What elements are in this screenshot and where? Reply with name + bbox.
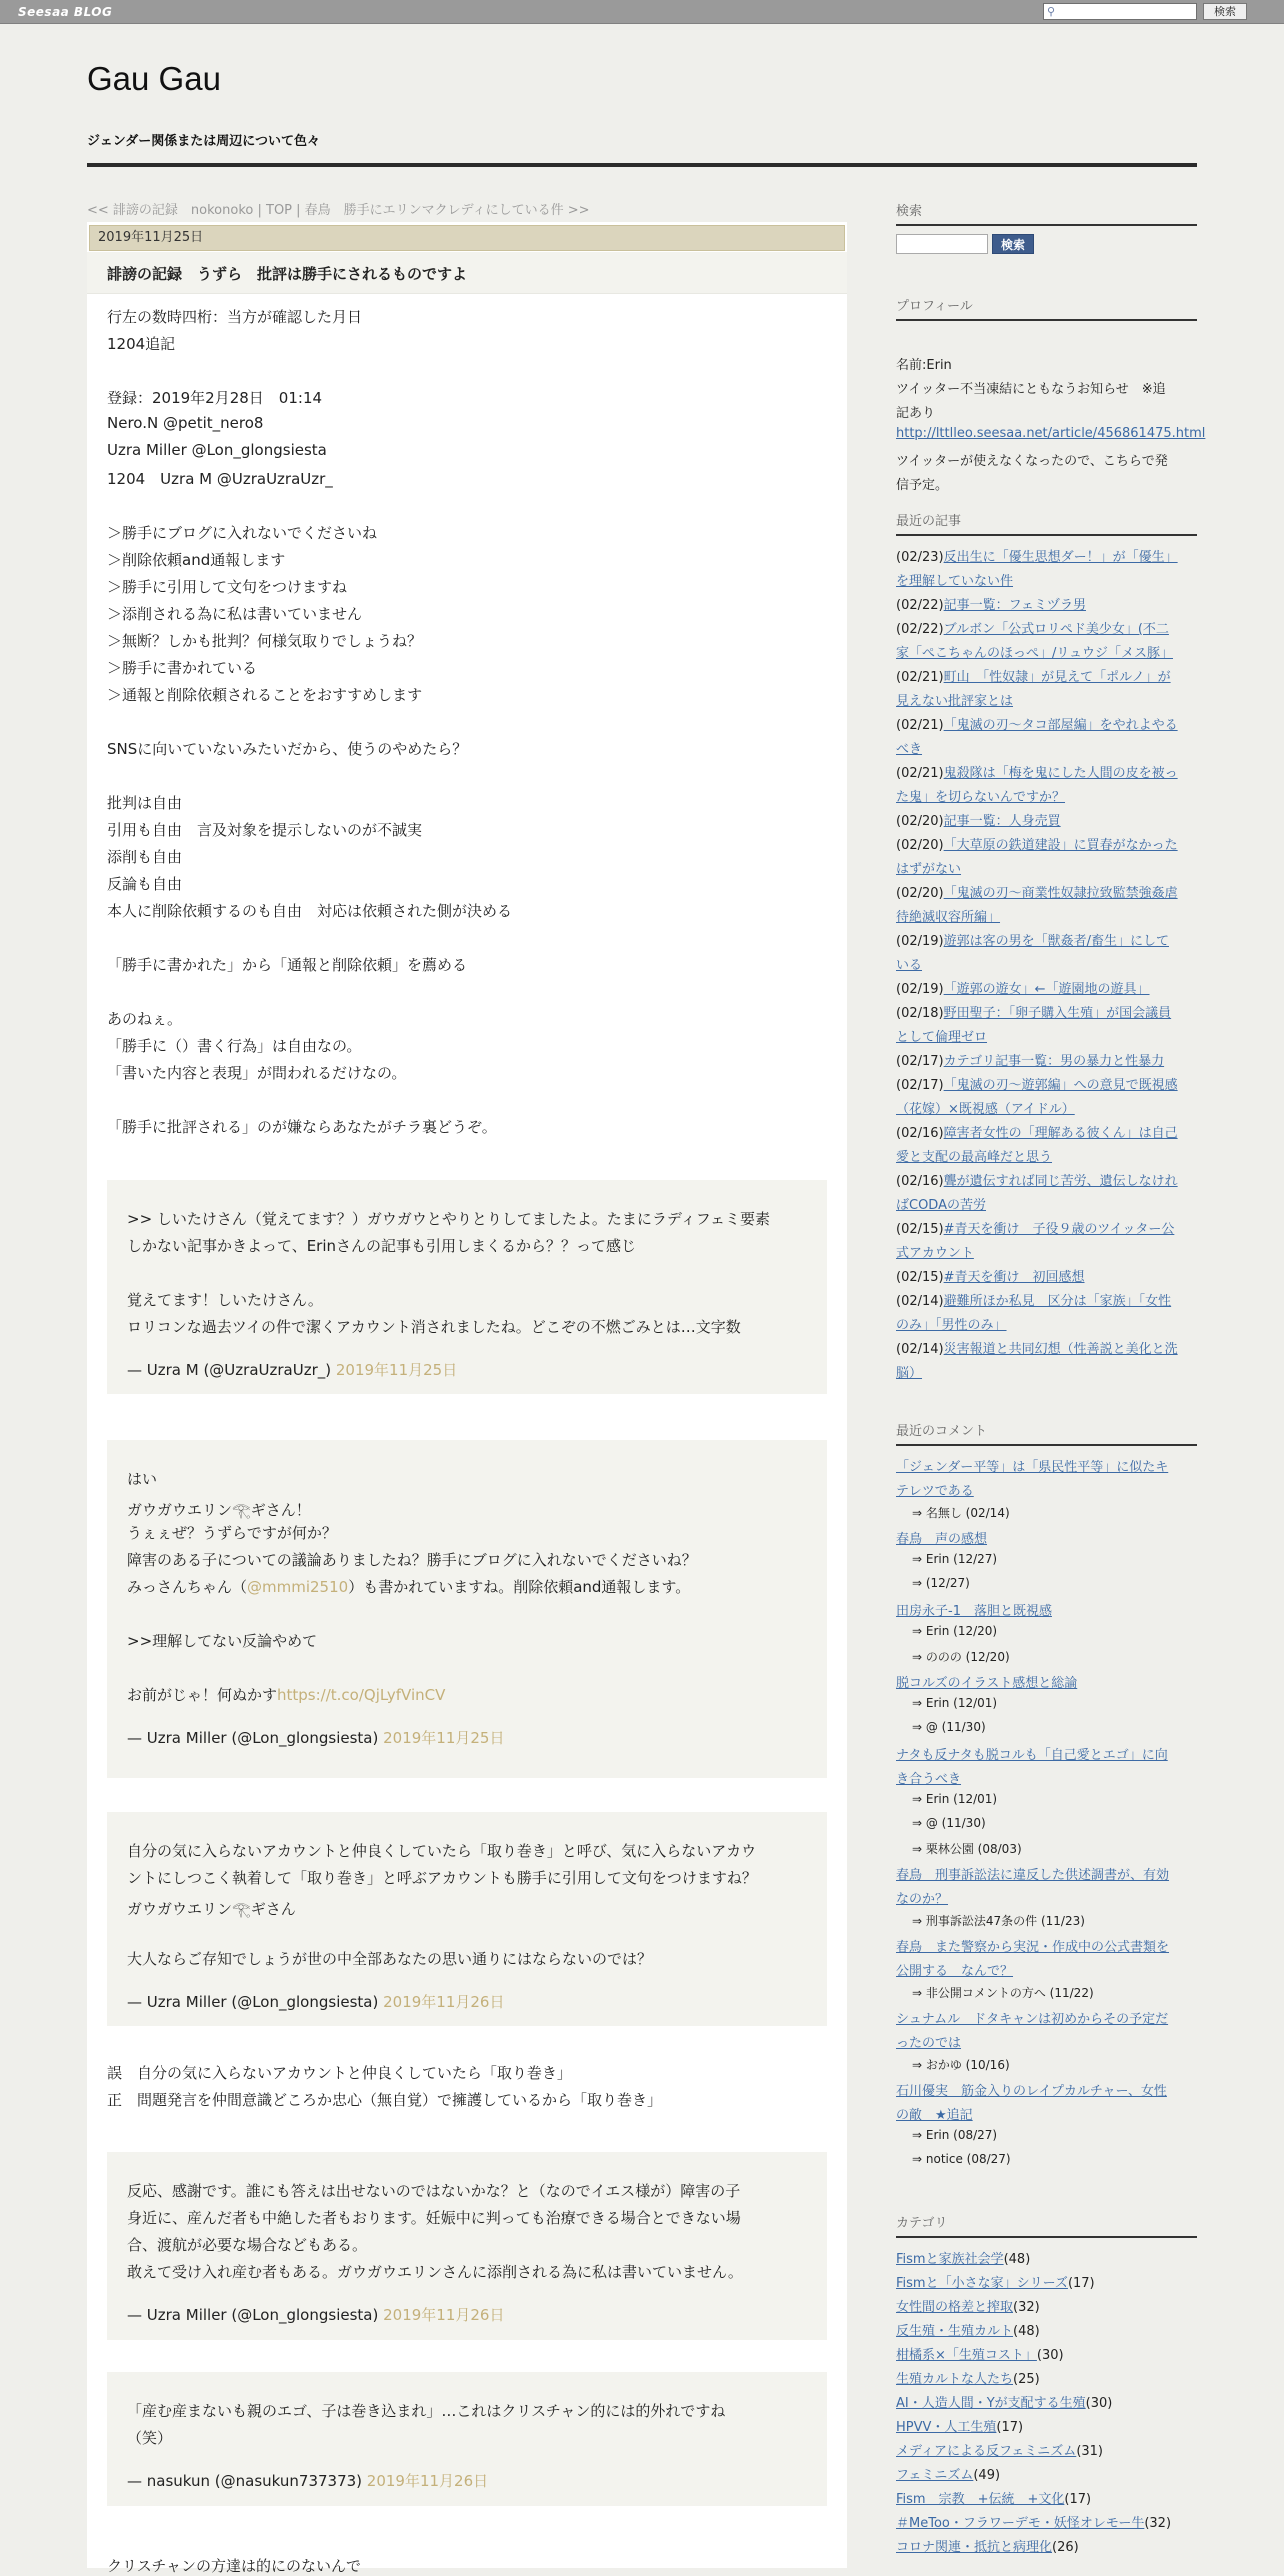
recent-post-date: (02/21) (896, 766, 944, 781)
tweet-signature (127, 2304, 504, 2325)
recent-post-link[interactable]: 野田聖子：「卵子購入生殖」が国会議員 (943, 1006, 1172, 1021)
profile-line: 記あり (896, 406, 936, 421)
recent-post-date: (02/18) (896, 1006, 944, 1021)
tweet-date-link[interactable]: 2019年11月26日 (366, 2472, 489, 2490)
recent-post-date: (02/23) (896, 550, 944, 565)
tweet-date-link[interactable]: 2019年11月25日 (383, 1729, 505, 1747)
recent-post-link[interactable]: 「鬼滅の刃～タコ部屋編」をやれよやる (943, 718, 1178, 733)
recent-post-item[interactable] (896, 810, 1197, 829)
tweet-line: 大人ならご存知でしょうが世の中全部あなたの思い通りにはならないのでは？ (127, 1950, 653, 1968)
recent-post-date: (02/20) (896, 814, 944, 829)
nav-separator: | (253, 203, 266, 218)
recent-post-link[interactable]: 障害者女性の「理解ある彼くん」は自己 (943, 1126, 1178, 1141)
body-line: 添削も自由 (107, 848, 183, 866)
recent-post-date: (02/19) (896, 982, 944, 997)
blog-header (87, 60, 1197, 149)
tweet-line: はい (127, 1470, 158, 1488)
body-line: SNSに向いていないみたいだから、使うのやめたら？ (107, 740, 468, 758)
recent-post-link-cont[interactable]: 式アカウント (896, 1246, 974, 1261)
tweet-line: >>理解してない反論やめて (127, 1632, 318, 1650)
tweet-signature (127, 2470, 488, 2491)
recent-post-link[interactable]: ブルボン「公式ロリペド美少女」(不二 (943, 622, 1169, 637)
tweet-line: 覚えてます！しいたけさん。 (127, 1291, 323, 1309)
profile-line: ツイッターが使えなくなったので、こちらで発 (896, 454, 1168, 469)
category-count: (30) (1036, 2348, 1064, 2363)
comment-author[interactable]: ⇒ 非公開コメントの方へ (11/22) (912, 1986, 1094, 2000)
category-item[interactable] (896, 2488, 1197, 2507)
recent-post-item[interactable] (896, 930, 1197, 949)
category-item[interactable] (896, 2320, 1197, 2339)
body-line: 1204追記 (107, 335, 176, 353)
sidebar-search-input[interactable] (896, 234, 988, 254)
recent-post-link[interactable]: 鬼殺隊は「梅を鬼にした人間の皮を被っ (943, 766, 1178, 781)
category-item[interactable] (896, 2512, 1197, 2531)
comment-author[interactable]: ⇒ 名無し (02/14) (912, 1506, 1010, 1520)
comment-author[interactable]: ⇒ Erin (08/27) (912, 2128, 998, 2142)
tweet-author: — Uzra M (@UzraUzraUzr_) (127, 1361, 336, 1379)
top-link[interactable]: TOP (266, 203, 293, 218)
correction-line: 誤 自分の気に入らないアカウントと仲良くしていたら「取り巻き」 (107, 2064, 572, 2082)
search-heading: 検索 (896, 200, 1197, 226)
recent-post-link[interactable]: 記事一覧：人身売買 (943, 814, 1061, 829)
recent-post-link-cont[interactable]: 見えない批評家とは (896, 694, 1014, 709)
body-line: 引用も自由 言及対象を提示しないのが不誠実 (107, 821, 423, 839)
category-link[interactable]: Fismと「小さな家」シリーズ (896, 2276, 1068, 2291)
body-line: ＞無断？しかも批判？何様気取りでしょうね？ (107, 632, 423, 650)
comment-author[interactable]: ⇒ Erin (12/27) (912, 1552, 998, 1566)
tweet-line: 障害のある子についての議論ありましたね？勝手にブログに入れないでくださいね？ (127, 1551, 697, 1569)
category-count: (26) (1052, 2540, 1079, 2555)
comment-author[interactable]: ⇒ @ (11/30) (912, 1816, 986, 1830)
top-bar (0, 0, 1284, 24)
category-link[interactable]: メディアによる反フェミニズム (896, 2444, 1077, 2459)
body-line: ＞勝手に引用して文句をつけますね (107, 578, 348, 596)
recent-post-date: (02/21) (896, 718, 944, 733)
blog-description: ジェンダー関係または周辺について色々 (87, 134, 320, 149)
body-line: クリスチャンの方達は的にのないんで (107, 2557, 361, 2575)
recent-post-item[interactable] (896, 762, 1197, 781)
recent-post-date: (02/17) (896, 1054, 944, 1069)
recent-post-date: (02/16) (896, 1174, 944, 1189)
body-line: あのねぇ。 (107, 1010, 183, 1028)
category-count: (17) (1064, 2492, 1092, 2507)
comment-author[interactable]: ⇒ (12/27) (912, 1576, 970, 1590)
recent-post-date: (02/15) (896, 1222, 944, 1237)
recent-post-link[interactable]: 遊郭は客の男を「獣姦者/畜生」にして (943, 934, 1169, 949)
tweet-date-link[interactable]: 2019年11月26日 (383, 2306, 505, 2324)
body-line: 「書いた内容と表現」が問われるだけなの。 (107, 1064, 407, 1082)
main-content (87, 222, 847, 2575)
category-item[interactable] (896, 2464, 1197, 2483)
post-date: 2019年11月25日 (89, 225, 845, 251)
tweet-date-link[interactable]: 2019年11月25日 (335, 1361, 458, 1379)
recent-post-item[interactable] (896, 1074, 1197, 1093)
mention-link[interactable]: @mmmi2510 (247, 1578, 349, 1596)
recent-post-link-cont[interactable]: べき (896, 742, 923, 757)
body-line: 登録：2019年2月28日 01:14 (107, 389, 323, 407)
top-search-input[interactable] (1060, 4, 1194, 19)
body-line: 批判は自由 (107, 794, 183, 812)
recent-post-link-cont[interactable]: いる (896, 958, 923, 973)
body-line: ＞添削される為に私は書いていません (107, 605, 363, 623)
category-count: (31) (1076, 2444, 1103, 2459)
recent-post-link-cont[interactable]: を理解していない件 (896, 574, 1014, 589)
category-item[interactable] (896, 2392, 1197, 2411)
category-count: (48) (1003, 2252, 1031, 2267)
tweet-author: — Uzra Miller (@Lon_glongsiesta) (127, 1729, 384, 1747)
recent-post-link[interactable]: 反出生に「優生思想ダー！」が「優生」 (943, 550, 1178, 565)
tweet-line: しかない記事かきよって、Erinさんの記事も引用しまくるから？？って感じ (127, 1237, 637, 1255)
tweet-signature (127, 1727, 504, 1748)
recent-comments-heading: 最近のコメント (896, 1420, 1197, 1446)
comment-post-link[interactable]: 春鳥 声の感想 (896, 1532, 988, 1547)
recent-post-item[interactable] (896, 834, 1197, 853)
category-item[interactable] (896, 2440, 1197, 2459)
recent-post-item[interactable] (896, 714, 1197, 733)
tweet-line: ガウガウエリン𓂀ギさん！ (127, 1501, 311, 1519)
embedded-tweet (107, 2152, 827, 2340)
category-count: (48) (1013, 2324, 1040, 2339)
recent-post-link-cont[interactable]: た鬼」を切らないんですか？ (896, 790, 1066, 805)
category-link[interactable]: 柑橘系×「生殖コスト」 (896, 2348, 1037, 2363)
comment-post-link[interactable]: ナタも反ナタも脱コルも「自己愛とエゴ」に向 (896, 1748, 1168, 1763)
profile-heading: プロフィール (896, 295, 1197, 321)
recent-post-item[interactable] (896, 594, 1197, 613)
recent-post-item[interactable] (896, 618, 1197, 637)
recent-post-date: (02/20) (896, 886, 944, 901)
recent-post-item[interactable] (896, 1122, 1197, 1141)
comment-author[interactable]: ⇒ 刑事訴訟法47条の件 (11/23) (912, 1914, 1085, 1928)
embedded-tweet (107, 1180, 827, 1394)
body-line: ＞削除依頼and通報します (107, 551, 286, 569)
recent-post-item[interactable] (896, 1050, 1197, 1069)
body-line: 行左の数時四桁：当方が確認した月日 (107, 308, 363, 326)
body-line: Nero.N @petit_nero8 (107, 414, 264, 432)
category-count: (49) (973, 2468, 1001, 2483)
recent-posts-heading: 最近の記事 (896, 510, 1197, 536)
category-count: (32) (1144, 2516, 1172, 2531)
comment-post-link-cont[interactable]: き合うべき (896, 1772, 962, 1787)
category-item[interactable] (896, 2416, 1197, 2435)
comment-post-link[interactable]: 田房永子-1 落胆と既視感 (896, 1604, 1052, 1619)
tweet-line: 合、渡航が必要な場合などもある。 (127, 2236, 368, 2254)
next-post-link[interactable]: 春鳥 勝手にエリンマクレディにしている件 >> (304, 203, 590, 218)
recent-post-link[interactable]: 記事一覧：フェミヅラ男 (943, 598, 1086, 613)
comment-author[interactable]: ⇒ 栗林公園 (08/03) (912, 1842, 1022, 1856)
comment-author[interactable]: ⇒ Erin (12/20) (912, 1624, 998, 1638)
category-link[interactable]: フェミニズム (896, 2468, 974, 2483)
tweet-line: 敢えて受け入れ産む者もある。ガウガウエリンさんに添削される為に私は書いていません。 (127, 2263, 743, 2281)
comment-post-link[interactable]: 「ジェンダー平等」は「県民性平等」に似たキ (896, 1460, 1169, 1475)
category-heading: カテゴリ (896, 2212, 1197, 2238)
body-line: 「勝手に書かれた」から「通報と削除依頼」を薦める (107, 956, 468, 974)
recent-post-link-cont[interactable]: 待絶滅収容所編」 (896, 910, 1001, 925)
category-item[interactable] (896, 2368, 1197, 2387)
category-link[interactable]: 女性間の格差と搾取 (896, 2300, 1014, 2315)
sidebar-search-button[interactable]: 検索 (992, 234, 1034, 254)
recent-post-date: (02/21) (896, 670, 944, 685)
tweet-line: ロリコンな過去ツイの件で潔くアカウント消されましたね。どこぞの不燃ごみとは…文字数 (127, 1318, 741, 1336)
recent-post-date: (02/15) (896, 1270, 944, 1285)
tweet-signature (127, 1359, 457, 1380)
recent-post-item[interactable] (896, 1338, 1197, 1357)
body-line: 「勝手に（）書く行為」は自由なの。 (107, 1037, 362, 1055)
nav-separator: | (292, 203, 305, 218)
comment-post-link[interactable]: 春鳥 刑事訴訟法に違反した供述調書が、有効 (896, 1868, 1170, 1883)
category-link[interactable]: 生殖カルトな人たち (896, 2372, 1014, 2387)
recent-post-link-cont[interactable]: として倫理ゼロ (896, 1030, 988, 1045)
recent-post-link[interactable]: #青天を衝け 初回感想 (943, 1270, 1085, 1285)
body-line: ＞勝手にブログに入れないでくださいね (107, 524, 378, 542)
recent-post-item[interactable] (896, 1266, 1197, 1285)
category-item[interactable] (896, 2272, 1197, 2291)
recent-post-link[interactable]: 町山 「性奴隷」が見えて「ポルノ」が (943, 670, 1171, 685)
recent-post-date: (02/20) (896, 838, 944, 853)
recent-post-link-cont[interactable]: はずがない (896, 862, 962, 877)
comment-author[interactable]: ⇒ おかゆ (10/16) (912, 2058, 1010, 2072)
profile-link[interactable]: http://lttlleo.seesaa.net/article/456861475.html (896, 426, 1206, 441)
recent-post-date: (02/19) (896, 934, 944, 949)
recent-post-link-cont[interactable]: （花嫁）×既視感（アイドル） (896, 1102, 1075, 1117)
tweet-line: 反応、感謝です。誰にも答えは出せないのではないかな？と（なのでイエス様が）障害の子 (127, 2182, 741, 2200)
category-count: (25) (1013, 2372, 1040, 2387)
recent-post-date: (02/17) (896, 1078, 944, 1093)
comment-post-link[interactable]: 石川優実 筋金入りのレイプカルチャー、女性 (896, 2084, 1167, 2099)
recent-post-item[interactable] (896, 978, 1197, 997)
body-line: 本人に削除依頼するのも自由 対応は依頼された側が決める (107, 902, 513, 920)
recent-post-date: (02/22) (896, 622, 944, 637)
seesaa-logo[interactable]: Seesaa BLOG (18, 5, 113, 19)
tweet-author: — Uzra Miller (@Lon_glongsiesta) (127, 2306, 384, 2324)
comment-post-link[interactable]: 脱コルズのイラスト感想と総論 (896, 1676, 1078, 1691)
category-count: (17) (996, 2420, 1024, 2435)
prev-post-link[interactable]: << 誹謗の記録 nokonoko (87, 203, 254, 218)
category-link[interactable]: Fism 宗教 +伝統 +文化 (896, 2492, 1065, 2507)
recent-post-link-cont[interactable]: 脳） (896, 1366, 923, 1381)
recent-post-item[interactable] (896, 1170, 1197, 1189)
comment-post-link[interactable]: シュナムル ドタキャンは初めからその予定だ (896, 2012, 1169, 2027)
profile-line: 信予定。 (896, 478, 949, 493)
category-link[interactable]: HPVV・人工生殖 (896, 2420, 997, 2435)
comment-post-link-cont[interactable]: の敵 ★追記 (896, 2108, 973, 2123)
category-count: (17) (1067, 2276, 1095, 2291)
comment-author[interactable]: ⇒ @ (11/30) (912, 1720, 986, 1734)
post-title-bar (87, 252, 847, 294)
recent-post-link-cont[interactable]: ばCODAの苦労 (896, 1198, 986, 1213)
category-link[interactable]: 反生殖・生殖カルト (896, 2324, 1014, 2339)
blog-title[interactable]: Gau Gau (87, 60, 221, 97)
recent-post-item[interactable] (896, 882, 1197, 901)
category-item[interactable] (896, 2344, 1197, 2363)
recent-post-link[interactable]: カテゴリ記事一覧：男の暴力と性暴力 (943, 1054, 1165, 1069)
comment-author[interactable]: ⇒ Erin (12/01) (912, 1792, 998, 1806)
comment-author[interactable]: ⇒ Erin (12/01) (912, 1696, 998, 1710)
recent-post-item[interactable] (896, 1002, 1197, 1021)
comment-post-link-cont[interactable]: テレツである (896, 1484, 974, 1499)
body-line: ＞勝手に書かれている (107, 659, 258, 677)
recent-post-link-cont[interactable]: 家「ぺこちゃんのほっぺ」/リュウジ「メス豚」 (896, 646, 1173, 661)
category-link[interactable]: コロナ関連・抵抗と病理化 (896, 2540, 1053, 2555)
comment-post-link[interactable]: 春鳥 また警察から実況・作成中の公式書類を (896, 1940, 1170, 1955)
tweet-signature (127, 1991, 504, 2012)
recent-post-link[interactable]: 避難所ほか私見 区分は「家族」「女性 (943, 1294, 1172, 1309)
body-line: 1204 Uzra M @UzraUzraUzr_ (107, 470, 333, 488)
recent-post-link[interactable]: 「鬼滅の刃～商業性奴隷拉致監禁強姦虐 (943, 886, 1178, 901)
profile-line: ツイッター不当凍結にともなうお知らせ ※追 (896, 382, 1166, 397)
category-link[interactable]: Fismと家族社会学 (896, 2252, 1004, 2267)
tweet-url-link[interactable]: https://t.co/QjLyfVinCV (277, 1686, 446, 1704)
comment-author[interactable]: ⇒ notice (08/27) (912, 2152, 1011, 2166)
category-count: (32) (1013, 2300, 1040, 2315)
body-line: Uzra Miller @Lon_glongsiesta (107, 441, 327, 459)
comment-post-link-cont[interactable]: ったのでは (896, 2036, 962, 2051)
category-link[interactable]: AI・人造人間・Yが支配する生殖 (896, 2396, 1086, 2411)
tweet-line: みっさんちゃん（@mmmi2510）も書かれていますね。削除依頼and通報します。 (127, 1578, 691, 1596)
top-search-box[interactable] (1043, 3, 1197, 20)
recent-post-date: (02/22) (896, 598, 944, 613)
recent-post-item[interactable] (896, 666, 1197, 685)
search-icon: ⚲ (1047, 5, 1056, 18)
comment-author[interactable]: ⇒ ののの (12/20) (912, 1650, 1010, 1664)
recent-post-link[interactable]: 「遊郭の遊女」←「遊園地の遊具」 (943, 982, 1150, 997)
tweet-line: お前がじゃ！何ぬかすhttps://t.co/QjLyfVinCV (127, 1686, 446, 1704)
recent-post-item[interactable] (896, 546, 1197, 565)
tweet-line: ガウガウエリン𓂀ギさん (127, 1900, 296, 1918)
recent-post-link[interactable]: 「鬼滅の刃～遊郭編」への意見で既視感 (943, 1078, 1178, 1093)
post-title[interactable]: 誹謗の記録 うずら 批評は勝手にされるものですよ (107, 265, 468, 283)
category-link[interactable]: ＃MeToo・フラワーデモ・妖怪オレモー牛 (896, 2516, 1145, 2531)
tweet-line: ントにしつこく執着して「取り巻き」と呼ぶアカウントも勝手に引用して文句をつけますね？ (127, 1869, 757, 1887)
recent-post-link[interactable]: 「大草原の鉄道建設」に買春がなかった (943, 838, 1178, 853)
embedded-tweet (107, 1440, 827, 1778)
tweet-line: 「産む産まないも親のエゴ、子は巻き込まれ」…これはクリスチャン的には的外れですね (127, 2402, 726, 2420)
correction-line: 正 問題発言を仲間意識どころか忠心（無自覚）で擁護しているから「取り巻き」 (107, 2091, 663, 2109)
comment-post-link-cont[interactable]: なのか？ (896, 1892, 949, 1907)
recent-post-date: (02/14) (896, 1294, 944, 1309)
recent-post-item[interactable] (896, 1290, 1197, 1309)
recent-post-date: (02/16) (896, 1126, 944, 1141)
body-line: 「勝手に批評される」のが嫌ならあなたがチラ裏どうぞ。 (107, 1118, 497, 1136)
recent-post-date: (02/14) (896, 1342, 944, 1357)
recent-post-link[interactable]: 災害報道と共同幻想（性善説と美化と洗 (943, 1342, 1178, 1357)
category-item[interactable] (896, 2536, 1197, 2555)
tweet-line: （笑） (127, 2429, 173, 2447)
top-search-button[interactable]: 検索 (1203, 3, 1247, 20)
tweet-line: 自分の気に入らないアカウントと仲良くしていたら「取り巻き」と呼び、気に入らないアカウ (127, 1842, 757, 1860)
recent-post-link[interactable]: #青天を衝け 子役９歳のツイッター公 (943, 1222, 1175, 1237)
tweet-line: うぇぇぜ？うずらですが何か？ (127, 1524, 337, 1542)
tweet-author: — nasukun (@nasukun737373) (127, 2472, 367, 2490)
embedded-tweet (107, 1812, 827, 2026)
tweet-line: 身近に、産んだ者も中絶した者もおります。妊娠中に判っても治療できる場合とできない場 (127, 2209, 741, 2227)
recent-post-item[interactable] (896, 1218, 1197, 1237)
post-navigation (87, 199, 590, 218)
profile-line: 名前:Erin (896, 358, 952, 373)
tweet-author: — Uzra Miller (@Lon_glongsiesta) (127, 1993, 384, 2011)
category-item[interactable] (896, 2296, 1197, 2315)
recent-post-link[interactable]: 聾が遺伝すれば同じ苦労、遺伝しなけれ (943, 1174, 1178, 1189)
header-divider (87, 163, 1197, 167)
recent-post-link-cont[interactable]: 愛と支配の最高峰だと思う (896, 1150, 1053, 1165)
category-item[interactable] (896, 2248, 1197, 2267)
tweet-date-link[interactable]: 2019年11月26日 (383, 1993, 505, 2011)
embedded-tweet (107, 2372, 827, 2506)
body-line: ＞通報と削除依頼されることをおすすめします (107, 686, 423, 704)
comment-post-link-cont[interactable]: 公開する なんで？ (896, 1964, 1014, 1979)
recent-post-link-cont[interactable]: のみ」「男性のみ」 (896, 1318, 1007, 1333)
body-line: 反論も自由 (107, 875, 183, 893)
category-count: (30) (1085, 2396, 1113, 2411)
tweet-line: >> しいたけさん（覚えてます？）ガウガウとやりとりしてましたよ。たまにラディフェミ要素 (127, 1210, 770, 1228)
